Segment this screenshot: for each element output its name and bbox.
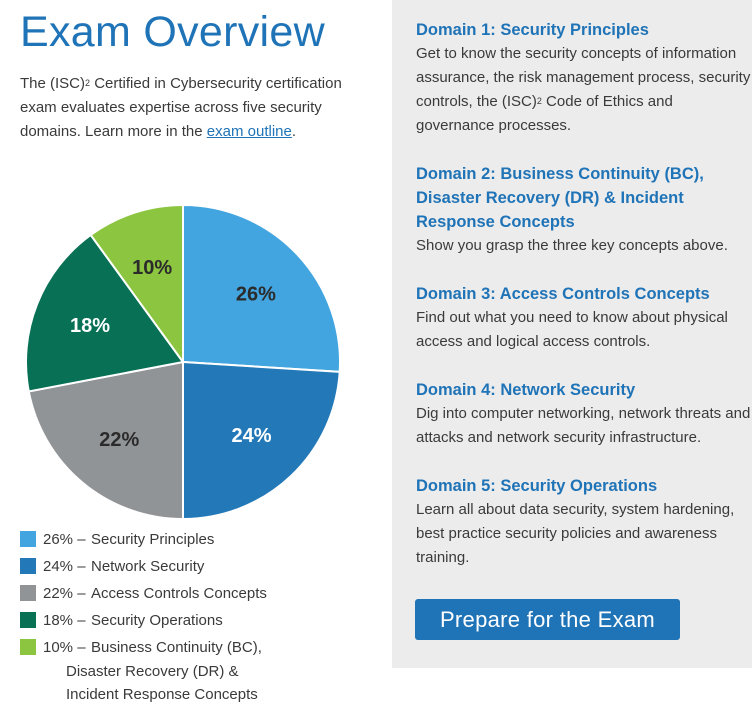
legend-percent: 26% – (43, 531, 86, 548)
domain-4-description: Dig into computer networking, network threats and attacks and network security infrastructure. (416, 405, 751, 446)
domain-1-title: Domain 1: Security Principles (416, 21, 649, 39)
legend-swatch (20, 531, 36, 547)
legend-percent: 18% – (43, 612, 86, 629)
domain-3 (416, 282, 752, 354)
prepare-for-exam-button[interactable]: Prepare for the Exam (415, 599, 680, 640)
legend-percent: 10% – (43, 639, 86, 656)
legend-percent: 22% – (43, 585, 86, 602)
legend-swatch (20, 639, 36, 655)
domain-3-title: Domain 3: Access Controls Concepts (416, 285, 710, 303)
domain-1 (416, 18, 752, 138)
legend-swatch (20, 558, 36, 574)
domain-3-description: Find out what you need to know about physical access and logical access controls. (416, 309, 728, 350)
pie-legend (20, 528, 311, 710)
legend-item-security-principles (20, 528, 311, 552)
pie-slice-label: 10% (132, 256, 173, 279)
domain-1-desc-end: Code of Ethics and governance processes. (416, 93, 673, 134)
legend-swatch (20, 612, 36, 628)
legend-label: Network Security (91, 558, 205, 575)
legend-swatch (20, 585, 36, 601)
legend-item-network-security (20, 555, 311, 579)
legend-label-line-3: Incident Response Concepts (66, 686, 258, 703)
intro-text (20, 72, 365, 144)
legend-item-security-operations (20, 609, 311, 633)
domain-5 (416, 474, 752, 570)
domain-2 (416, 162, 746, 258)
domain-1-desc-start: Get to know the security concepts of information assurance, the risk management process, security controls, the (ISC) (416, 45, 751, 110)
legend-label: Security Operations (91, 612, 223, 629)
legend-label: Access Controls Concepts (91, 585, 267, 602)
legend-label: Security Principles (91, 531, 215, 548)
pie-slice-label: 18% (69, 315, 111, 338)
exam-outline-link[interactable]: exam outline (206, 123, 292, 140)
intro-text-middle: Certified in Cybersecurity certification exam evaluates expertise across five security domains. Learn more in the (20, 75, 342, 140)
domain-1-description (416, 42, 752, 138)
domain-4 (416, 378, 752, 450)
domain-1-superscript: 2 (536, 96, 542, 106)
legend-label-line-2: Disaster Recovery (DR) & (66, 662, 239, 680)
intro-superscript: 2 (85, 78, 91, 88)
intro-text-end: . (291, 123, 297, 140)
page-title: Exam Overview (20, 8, 325, 56)
pie-slice-label: 26% (235, 283, 276, 306)
legend-item-access-controls (20, 582, 311, 606)
legend-label-line-1: Business Continuity (BC), (91, 639, 262, 656)
domain-weight-pie-chart (24, 203, 342, 521)
legend-item-business-continuity (20, 636, 311, 707)
domain-2-description: Show you grasp the three key concepts above. (416, 237, 728, 254)
pie-slice-label: 22% (99, 429, 140, 452)
domain-4-title: Domain 4: Network Security (416, 381, 636, 399)
legend-percent: 24% – (43, 558, 86, 575)
domains-panel (392, 0, 752, 668)
domain-5-title: Domain 5: Security Operations (416, 477, 658, 495)
domain-5-description: Learn all about data security, system hardening, best practice security policies and awareness training. (416, 501, 735, 566)
pie-slice-label: 24% (231, 424, 272, 447)
intro-text-start: The (ISC) (20, 75, 86, 92)
domain-2-title: Domain 2: Business Continuity (BC), Disaster Recovery (DR) & Incident Response Concepts (416, 165, 704, 231)
